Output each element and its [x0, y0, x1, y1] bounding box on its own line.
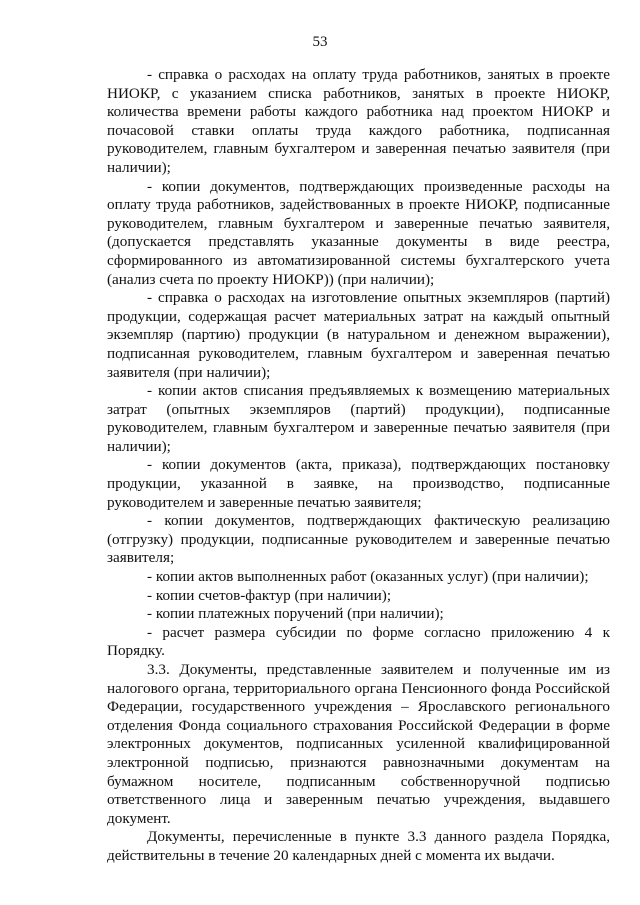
list-item-labor-cost-documents: - копии документов, подтверждающих произведенные расходы на оплату труда работников, задействованных в проекте НИОКР, подписанные руководителем, главным бухгалтером и заверенные печатью заявителя, (допускается представлять указанные документы в виде реестра, сформированного из автоматизированной системы бухгалтерского учета (анализ счета по проекту НИОКР)) (при наличии); — [107, 177, 610, 288]
list-item-subsidy-calculation: - расчет размера субсидии по форме согласно приложению 4 к Порядку. — [107, 623, 610, 660]
list-item-write-off-acts: - копии актов списания предъявляемых к возмещению материальных затрат (опытных экземпляров (партий) продукции), подписанные руководителем, главным бухгалтером и заверенные печатью заявителя (при наличии); — [107, 382, 610, 455]
list-item-production-documents: - копии документов (акта, приказа), подтверждающих постановку продукции, указанной в заявке, на производство, подписанные руководителем и заверенные печатью заявителя; — [107, 456, 610, 511]
list-item-prototype-cost-statement: - справка о расходах на изготовление опытных экземпляров (партий) продукции, содержащая расчет материальных затрат на каждый опытный экземпляр (партию) продукции (в натуральном и денежном выражении), подписанная руководителем, главным бухгалтером и заверенная печатью заявителя (при наличии); — [107, 289, 610, 381]
page-number: 53 — [312, 34, 328, 50]
list-item-invoices: - копии счетов-фактур (при наличии); — [147, 586, 392, 604]
validity-paragraph: Документы, перечисленные в пункте 3.3 данного раздела Порядка, действительны в течение 20 календарных дней с момента их выдачи. — [107, 828, 610, 864]
list-item-payment-orders: - копии платежных поручений (при наличии); — [147, 605, 444, 623]
section-3-3-paragraph: 3.3. Документы, представленные заявителем и полученные им из налогового органа, территориального органа Пенсионного фонда Российской Федерации, государственного учреждения – Ярославского регионального отделения Фонда социального страхования Российской Федерации в форме электронных документов, подписанных усиленной квалифицированной электронной подписью, признаются равнозначными документам на бумажном носителе, подписанным собственноручной подписью ответственного лица и заверенным печатью учреждения, выдавшего документ. — [107, 661, 610, 827]
document-body — [107, 66, 610, 866]
list-item-work-acts: - копии актов выполненных работ (оказанных услуг) (при наличии); — [147, 568, 589, 586]
list-item-sales-documents: - копии документов, подтверждающих фактическую реализацию (отгрузку) продукции, подписанные руководителем и заверенные печатью заявителя; — [107, 512, 610, 567]
list-item-labor-cost-statement: - справка о расходах на оплату труда работников, занятых в проекте НИОКР, с указанием списка работников, занятых в проекте НИОКР, количества времени работы каждого работника над проектом НИОКР и почасовой ставки оплаты труда каждого работника, подписанная руководителем, главным бухгалтером и заверенная печатью заявителя (при наличии); — [107, 66, 610, 176]
